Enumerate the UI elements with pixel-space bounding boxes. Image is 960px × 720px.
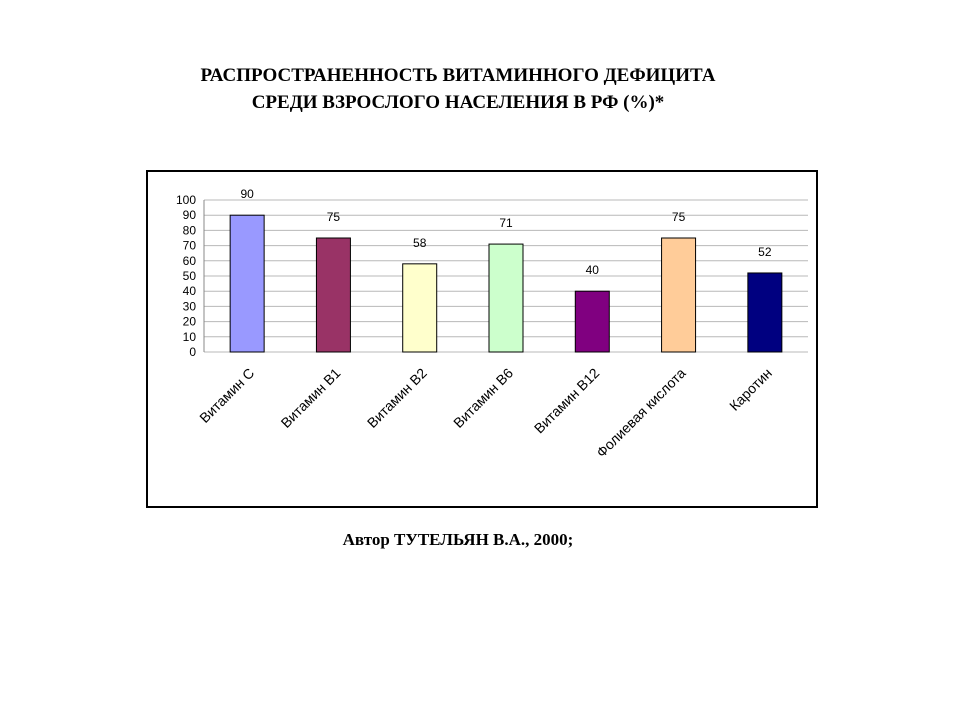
bar xyxy=(748,273,782,352)
bar xyxy=(575,291,609,352)
bar xyxy=(230,215,264,352)
x-tick-label: Фолиевая кислота xyxy=(593,364,689,461)
bar-chart xyxy=(148,172,816,506)
data-label: 58 xyxy=(413,235,427,250)
data-label: 71 xyxy=(499,216,513,231)
y-tick-label: 100 xyxy=(175,193,196,207)
y-tick-label: 60 xyxy=(182,253,196,268)
bar xyxy=(316,238,350,352)
x-tick-label: Каротин xyxy=(726,364,775,414)
bar xyxy=(489,244,523,352)
slide-title xyxy=(0,62,916,116)
chart-frame xyxy=(146,170,818,508)
y-tick-label: 30 xyxy=(182,299,196,314)
y-tick-label: 90 xyxy=(182,208,196,223)
y-tick-label: 40 xyxy=(182,284,196,299)
data-label: 75 xyxy=(326,210,341,224)
y-tick-label: 70 xyxy=(182,238,196,253)
y-tick-label: 80 xyxy=(182,223,196,238)
x-tick-label: Витамин В6 xyxy=(450,364,517,431)
y-tick-label: 20 xyxy=(182,314,196,329)
x-tick-label: Витамин В1 xyxy=(277,364,344,431)
data-label: 90 xyxy=(240,187,254,202)
bar xyxy=(403,264,437,352)
x-tick-label: Витамин В2 xyxy=(363,364,430,431)
y-tick-label: 10 xyxy=(182,329,196,344)
data-label: 40 xyxy=(585,263,599,278)
x-tick-label: Витамин В12 xyxy=(530,364,603,437)
bar xyxy=(662,238,696,352)
y-tick-label: 50 xyxy=(182,269,196,283)
y-tick-label: 0 xyxy=(189,345,196,359)
x-tick-label: Витамин С xyxy=(196,364,258,426)
data-label: 52 xyxy=(758,244,772,259)
title-line-1: РАСПРОСТРАНЕННОСТЬ ВИТАМИННОГО ДЕФИЦИТА xyxy=(200,65,716,86)
data-label: 75 xyxy=(671,210,686,224)
title-line-2: СРЕДИ ВЗРОСЛОГО НАСЕЛЕНИЯ В РФ (%)* xyxy=(251,92,665,113)
author-caption: Автор ТУТЕЛЬЯН В.А., 2000; xyxy=(342,530,574,549)
